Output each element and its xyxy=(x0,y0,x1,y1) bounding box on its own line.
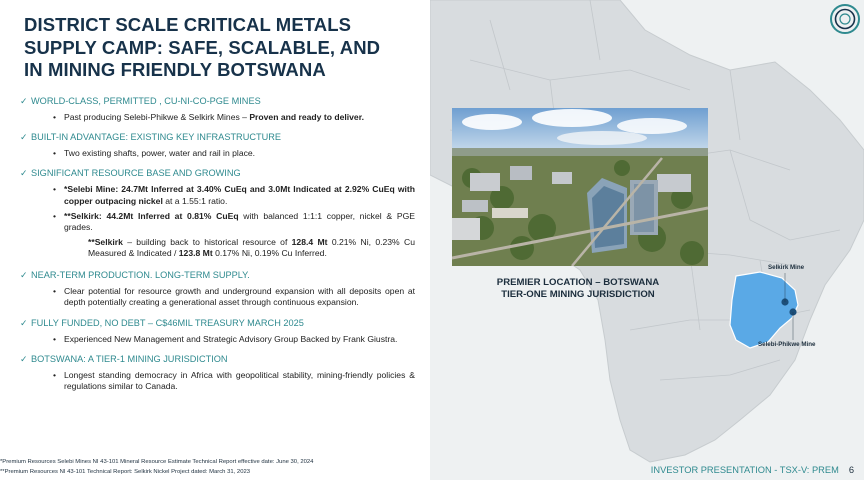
footer-label: INVESTOR PRESENTATION - TSX-V: PREM xyxy=(650,465,839,475)
heading-text: NEAR-TERM PRODUCTION. LONG-TERM SUPPLY. xyxy=(31,269,250,280)
bullet-icon: • xyxy=(53,334,57,345)
sub-text: 0.21% Ni, 0.23% Cu Measured & Indicated / xyxy=(88,237,415,259)
bullet-icon: • xyxy=(53,184,57,195)
bullet-text: Clear potential for resource growth and underground expansion with all deposits open at depth potentially creating a generational asset through continuous expansion. xyxy=(64,285,415,307)
city-aerial-photo xyxy=(452,108,708,266)
checkmark-icon: ✓ xyxy=(20,132,28,143)
section-near-term xyxy=(20,269,415,308)
sub-bullet-item xyxy=(20,237,415,259)
footnote: **Premium Resources NI 43-101 Technical Report: Selkirk Nickel Project dated: March 31, 2023 xyxy=(0,468,251,475)
bullet-text: Past producing Selebi-Phikwe & Selkirk Mines – xyxy=(64,112,250,122)
key-points-list xyxy=(20,95,415,393)
checkmark-icon: ✓ xyxy=(20,318,28,329)
bullet-text: at a 1.55:1 ratio. xyxy=(162,195,228,206)
section-heading xyxy=(20,167,415,180)
bullet-item xyxy=(20,184,415,206)
section-heading xyxy=(20,317,415,330)
company-logo-icon xyxy=(829,3,861,35)
caption-line: PREMIER LOCATION – BOTSWANA xyxy=(496,277,660,288)
section-resource-base xyxy=(20,167,415,259)
heading-text: BUILT-IN ADVANTAGE: EXISTING KEY INFRASTRUCTURE xyxy=(31,132,281,143)
page-title xyxy=(24,14,424,82)
bullet-text: Longest standing democracy in Africa with geopolitical stability, mining-friendly policies & regulations similar to Canada. xyxy=(64,370,415,392)
bullet-icon: • xyxy=(53,112,57,122)
heading-text: SIGNIFICANT RESOURCE BASE AND GROWING xyxy=(31,168,241,179)
heading-text: WORLD-CLASS, PERMITTED , CU-NI-CO-PGE MINES xyxy=(31,96,261,106)
sub-bold-text: 123.8 Mt xyxy=(178,248,213,259)
bullet-text: Two existing shafts, power, water and rail in place. xyxy=(64,148,256,159)
sub-text: – building back to historical resource of xyxy=(122,237,292,248)
bullet-item xyxy=(20,334,415,345)
section-heading xyxy=(20,95,415,108)
page-number: 6 xyxy=(848,465,854,475)
bullet-icon: • xyxy=(53,285,57,296)
section-heading xyxy=(20,131,415,144)
checkmark-icon: ✓ xyxy=(20,269,28,280)
title-line: DISTRICT SCALE CRITICAL METALS xyxy=(24,14,352,35)
bullet-bold-text: **Selkirk: 44.2Mt Inferred at 0.81% CuEq xyxy=(64,210,239,221)
bullet-icon: • xyxy=(53,148,57,159)
bullet-icon: • xyxy=(53,210,57,221)
heading-text: BOTSWANA: A TIER-1 MINING JURISDICTION xyxy=(31,354,228,365)
bullet-text: with balanced 1:1:1 copper, nickel & PGE grades. xyxy=(64,210,415,233)
location-caption xyxy=(478,277,678,301)
footer xyxy=(651,465,854,475)
title-line: IN MINING FRIENDLY BOTSWANA xyxy=(24,59,326,80)
bullet-item xyxy=(20,148,415,159)
bullet-text: Experienced New Management and Strategic Advisory Group Backed by Frank Giustra. xyxy=(64,334,398,345)
bullet-item xyxy=(20,211,415,233)
heading-text: FULLY FUNDED, NO DEBT – C$46MIL TREASURY MARCH 2025 xyxy=(31,318,304,329)
section-funding xyxy=(20,317,415,345)
footnote: *Premium Resources Selebi Mines NI 43-101 Mineral Resource Estimate Technical Report effective date: June 30, 2024 xyxy=(0,459,314,465)
section-botswana xyxy=(20,353,415,392)
bullet-bold-text: *Selebi Mine: 24.7Mt Inferred at 3.40% CuEq and 3.0Mt Indicated at 2.92% CuEq with copper outpacing nickel xyxy=(64,184,415,206)
section-heading xyxy=(20,353,415,366)
sub-text: 0.17% Ni, 0.19% Cu Inferred. xyxy=(212,248,327,259)
sub-bold-text: **Selkirk xyxy=(88,237,123,248)
checkmark-icon: ✓ xyxy=(20,96,28,106)
footnotes xyxy=(0,458,313,477)
bullet-bold-text: Proven and ready to deliver. xyxy=(249,112,364,122)
caption-line: TIER-ONE MINING JURISDICTION xyxy=(501,289,655,300)
bullet-item xyxy=(20,112,415,123)
checkmark-icon: ✓ xyxy=(20,168,28,179)
checkmark-icon: ✓ xyxy=(20,354,28,365)
section-infrastructure xyxy=(20,131,415,159)
bullet-item xyxy=(20,370,415,392)
section-world-class xyxy=(20,95,415,123)
bullet-icon: • xyxy=(53,370,57,381)
selkirk-mine-label: Selkirk Mine xyxy=(768,264,805,271)
selebi-phikwe-mine-label: Selebi-Phikwe Mine xyxy=(758,341,816,348)
title-line: SUPPLY CAMP: SAFE, SCALABLE, AND xyxy=(24,36,381,58)
sub-bold-text: 128.4 Mt xyxy=(291,237,328,248)
section-heading xyxy=(20,269,415,282)
bullet-item xyxy=(20,286,415,308)
